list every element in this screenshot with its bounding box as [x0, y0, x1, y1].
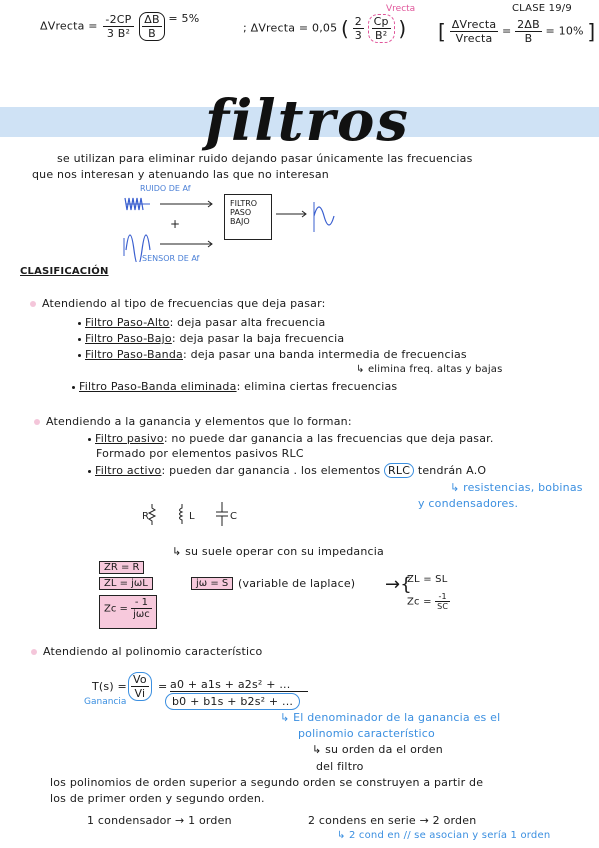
- intro-line-2: que nos interesan y atenuando las que no interesan: [32, 168, 329, 181]
- two-capacitors-parallel: ↳ 2 cond en // se asocian y sería 1 orden: [337, 830, 551, 841]
- s2-activo-desc3: tendrán A.O: [417, 464, 487, 477]
- order-note-2: del filtro: [316, 760, 364, 773]
- impedance-note: ↳ su suele operar con su impedancia: [172, 545, 384, 558]
- section-2-bullet: [34, 419, 40, 425]
- s1-item-4-desc: : elimina ciertas frecuencias: [236, 380, 398, 393]
- zl-box: ZL = jωL: [99, 577, 153, 590]
- section-3-bullet: [31, 649, 37, 655]
- symbol-r-label: R: [142, 511, 149, 522]
- transfer-vo-vi-frac: [131, 673, 149, 700]
- transfer-eq: =: [158, 680, 168, 693]
- one-capacitor: 1 condensador → 1 orden: [87, 814, 232, 827]
- formula2-frac2: [368, 14, 395, 43]
- section-3-title: [31, 645, 262, 658]
- formula1-box-num: ΔB: [144, 13, 160, 26]
- classification-heading: CLASIFICACIÓN: [20, 266, 109, 277]
- zc-s: [407, 592, 450, 611]
- zc-s-den: SC: [437, 602, 449, 611]
- formula1-boxed-fraction: [139, 12, 164, 41]
- svg-text:+: +: [170, 217, 181, 231]
- formula1-den: 3 B²: [106, 27, 131, 40]
- formula1-box-den: B: [148, 27, 156, 40]
- s1-item-2-name: Filtro Paso-Bajo: [85, 332, 172, 345]
- formula1-rhs: = 5%: [168, 12, 200, 25]
- symbol-l-label: L: [189, 511, 195, 522]
- formula2-f2-num: Cp: [373, 15, 389, 28]
- section-2-title: [34, 415, 352, 428]
- s2-blue-note-2: y condensadores.: [418, 497, 519, 510]
- header-formula-3: [438, 18, 595, 45]
- impedance-brace: →{: [385, 574, 412, 595]
- s2-pasivo-name: Filtro pasivo: [95, 432, 164, 445]
- formula2-paren-close: ): [398, 16, 407, 41]
- s1-item-2-desc: : deja pasar la baja frecuencia: [171, 332, 345, 345]
- s2-pasivo: [88, 432, 494, 445]
- formula1-fraction: [103, 13, 133, 40]
- s2-activo-dot: [88, 470, 91, 473]
- transfer-den: Vi: [134, 687, 146, 700]
- s2-activo-rlc: RLC: [384, 463, 414, 478]
- s1-item-2: [78, 332, 344, 345]
- class-date: CLASE 19/9: [512, 3, 572, 14]
- formula3-frac: [450, 18, 499, 45]
- order-note-1: ↳ su orden da el orden: [312, 743, 443, 756]
- section-1-title: [30, 297, 326, 310]
- s1-item-3-name: Filtro Paso-Banda: [85, 348, 183, 361]
- s1-item-4-dot: [72, 386, 75, 389]
- s2-activo: [88, 464, 486, 477]
- polynomial-line-1: los polinomios de orden superior a segundo orden se construyen a partir de: [50, 776, 484, 789]
- section-1-title-text: Atendiendo al tipo de frecuencias que deja pasar:: [42, 297, 326, 310]
- s1-item-4: [72, 380, 397, 393]
- formula2-f1-num: 2: [354, 15, 362, 28]
- formula2-frac1: [353, 15, 364, 42]
- s1-item-1-dot: [78, 322, 81, 325]
- filtered-output-signal: [272, 198, 352, 238]
- formula3-mid-frac: [515, 18, 542, 45]
- formula3-rhs: = 10%: [545, 24, 584, 38]
- polynomial-line-2: los de primer orden y segundo orden.: [50, 792, 265, 805]
- formula3-den: Vrecta: [455, 32, 493, 45]
- formula2-f1-den: 3: [354, 29, 362, 42]
- s2-activo-desc: : pueden dar ganancia . los elementos: [161, 464, 381, 477]
- section-2-title-text: Atendiendo a la ganancia y elementos que lo forman:: [46, 415, 352, 428]
- formula3-num: ΔVrecta: [451, 18, 497, 31]
- s1-item-1: [78, 316, 326, 329]
- zl-s: ZL = SL: [407, 574, 448, 585]
- transfer-num: Vo: [133, 673, 147, 686]
- formula1-lhs: ΔVrecta =: [40, 19, 98, 33]
- zc-s-num: -1: [435, 592, 450, 602]
- filter-box: [224, 194, 272, 240]
- title-band-cap: [583, 107, 599, 137]
- section-3-title-text: Atendiendo al polinomio característico: [43, 645, 263, 658]
- s1-item-1-desc: : deja pasar alta frecuencia: [169, 316, 326, 329]
- transfer-lhs: T(s) =: [92, 680, 127, 693]
- section-1-bullet: [30, 301, 36, 307]
- two-capacitors-series: 2 condens en serie → 2 orden: [308, 814, 477, 827]
- s1-item-3-desc: : deja pasar una banda intermedia de frecuencias: [182, 348, 467, 361]
- formula1-num: -2CP: [105, 13, 132, 26]
- s1-item-2-dot: [78, 338, 81, 341]
- transfer-numerator-poly: a0 + a1s + a2s² + ...: [170, 678, 308, 692]
- formula3-mid-num: 2ΔB: [517, 18, 540, 31]
- formula3-mid-den: B: [524, 32, 533, 45]
- component-symbols: [138, 500, 258, 530]
- jw-box: jω = S: [191, 577, 233, 590]
- noise-sensor-signal: [120, 190, 230, 262]
- symbol-c-label: C: [230, 511, 237, 522]
- s1-item-3-dot: [78, 354, 81, 357]
- noise-label: RUIDO DE Af: [140, 184, 191, 193]
- page-title: filtros: [205, 88, 410, 154]
- zc-box: [99, 595, 157, 629]
- s2-pasivo-dot: [88, 438, 91, 441]
- sensor-label: SENSOR DE Af: [142, 254, 200, 263]
- s1-item-3-sub: ↳ elimina freq. altas y bajas: [356, 364, 503, 375]
- s1-item-4-name: Filtro Paso-Banda eliminada: [79, 380, 237, 393]
- s1-item-1-name: Filtro Paso-Alto: [85, 316, 170, 329]
- zc-num: - 1: [131, 597, 152, 609]
- s2-pasivo-desc2: Formado por elementos pasivos RLC: [96, 447, 304, 460]
- s2-pasivo-desc: : no puede dar ganancia a las frecuencias que deja pasar.: [163, 432, 494, 445]
- ganancia-label: Ganancia: [84, 697, 127, 707]
- formula2-f2-den: B²: [375, 29, 388, 42]
- blue-denominator-note-1: ↳ El denominador de la ganancia es el: [280, 711, 501, 724]
- header-formula-1: [40, 12, 199, 41]
- header-formula-2: [243, 14, 406, 43]
- zc-s-frac: [435, 592, 450, 611]
- formula2-lhs: ; ΔVrecta = 0,05: [243, 21, 338, 35]
- s1-item-3: [78, 348, 467, 361]
- s2-blue-note-1: ↳ resistencias, bobinas: [450, 481, 583, 494]
- formula3-bracket-close: ]: [587, 19, 596, 44]
- formula3-bracket-open: [: [438, 19, 447, 44]
- transfer-denominator-poly: b0 + b1s + b2s² + ...: [165, 693, 300, 710]
- s2-activo-name: Filtro activo: [95, 464, 162, 477]
- transfer-vo-vi: [128, 672, 152, 701]
- blue-denominator-note-2: polinomio característico: [298, 727, 435, 740]
- formula3-eq: =: [502, 24, 512, 38]
- laplace-note: (variable de laplace): [238, 577, 356, 590]
- zr-box: ZR = R: [99, 561, 144, 574]
- intro-line-1: se utilizan para eliminar ruido dejando pasar únicamente las frecuencias: [57, 152, 473, 165]
- zc-lhs: Zc =: [104, 603, 128, 615]
- filter-box-label: FILTRO PASO BAJO: [230, 199, 258, 226]
- zc-s-lhs: Zc =: [407, 596, 432, 608]
- zc-den: jωc: [133, 609, 150, 620]
- zc-frac: [131, 597, 152, 620]
- formula2-note: Vrecta: [386, 4, 416, 14]
- formula2-paren-open: (: [341, 16, 350, 41]
